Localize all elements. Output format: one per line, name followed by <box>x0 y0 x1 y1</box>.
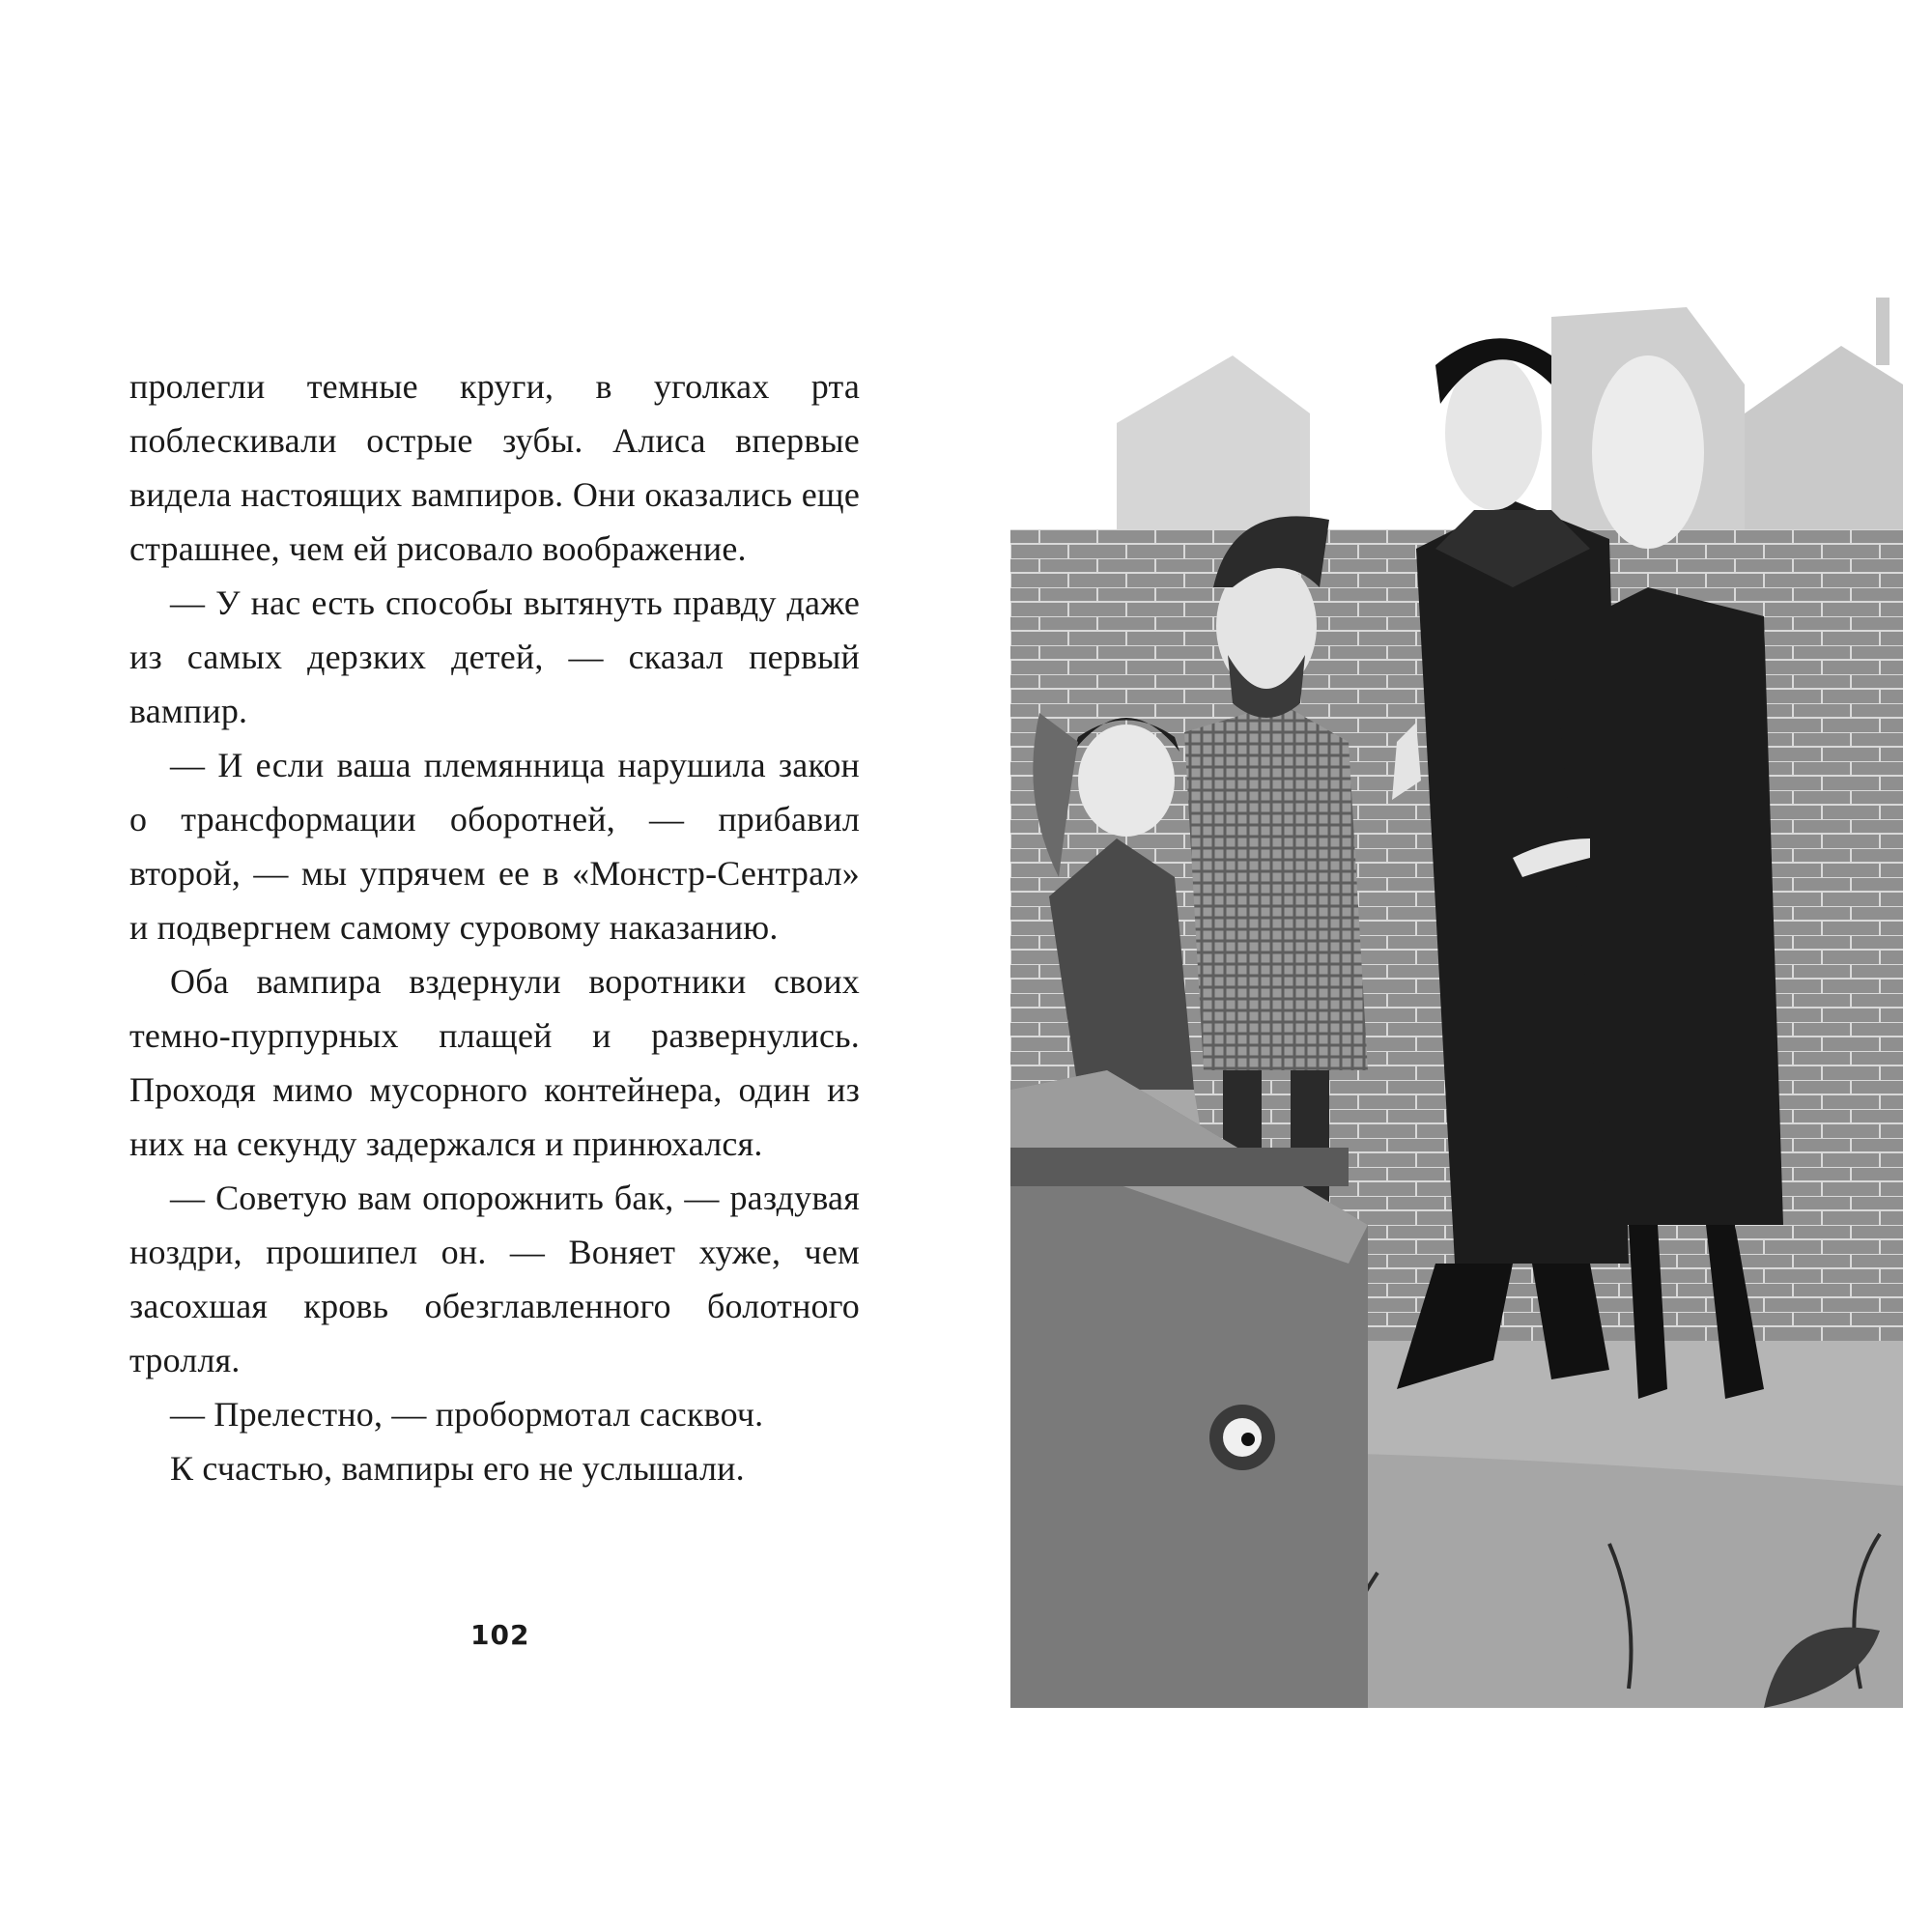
paragraph: — Советую вам опорожнить бак, — раздувая ноздри, прошипел он. — Воняет хуже, чем засохшая кровь обезглавленного болотного тролля. <box>129 1179 860 1379</box>
page-number: 102 <box>470 1619 530 1651</box>
paragraph: К счастью, вампиры его не услышали. <box>170 1449 745 1488</box>
dumpster <box>1010 1070 1368 1708</box>
body-text <box>129 359 860 1495</box>
paragraph: пролегли темные круги, в уголках рта поблескивали острые зубы. Алиса впервые видела настоящих вампиров. Они оказались еще страшнее, чем ей рисовало воображение. <box>129 367 860 568</box>
paragraph: Оба вампира вздернули воротники своих темно-пурпурных плащей и развернулись. Проходя мимо мусорного контейнера, один из них на секунду задержался и принюхался. <box>129 962 860 1163</box>
paragraph: — У нас есть способы вытянуть правду даже из самых дерзких детей, — сказал первый вампир. <box>129 583 860 730</box>
paragraph: — Прелестно, — пробормотал сасквоч. <box>170 1395 764 1434</box>
paragraph: — И если ваша племянница нарушила закон о трансформации оборотней, — прибавил второй, — мы упрячем ее в «Монстр-Сентрал» и подвергнем самому суровому наказанию. <box>129 746 860 947</box>
illustration-svg <box>1010 298 1903 1708</box>
illustration-vampires <box>1010 298 1903 1708</box>
